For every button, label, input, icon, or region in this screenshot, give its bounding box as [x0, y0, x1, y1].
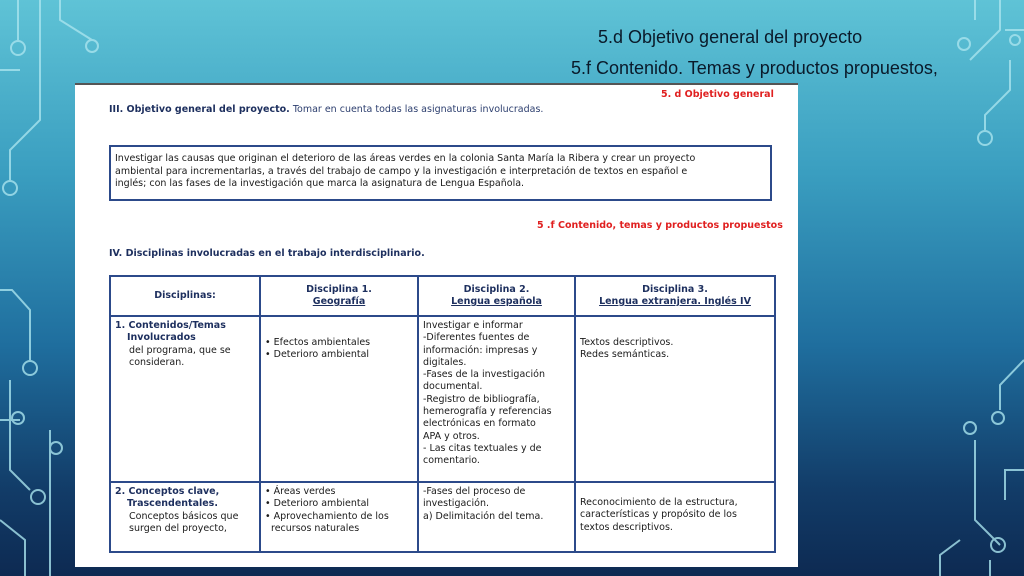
tag-objetivo: 5. d Objetivo general	[661, 89, 774, 100]
section3-title: III. Objetivo general del proyecto.	[109, 104, 290, 115]
objective-line: ambiental para incrementarlas, a través del trabajo de campo y la investigación e interpretación de textos en español e	[115, 165, 688, 177]
label-bold: Trascendentales.	[127, 498, 218, 510]
cell-line: Redes semánticas.	[580, 349, 670, 361]
slide-heading-contenido: 5.f Contenido. Temas y productos propuestos,	[571, 58, 938, 78]
table-row	[110, 482, 775, 552]
cell-lengua	[418, 482, 575, 552]
cell-line: Reconocimiento de la estructura,	[580, 497, 738, 508]
cell-line: comentario.	[423, 455, 480, 467]
cell-line: textos descriptivos.	[580, 521, 673, 533]
label-text: del programa, que se	[129, 344, 231, 356]
cell-line: -Fases de la investigación	[423, 369, 545, 381]
header-title: Disciplina 3.	[642, 283, 708, 295]
cell-line: - Las citas textuales y de	[423, 442, 542, 454]
label-text: consideran.	[129, 356, 185, 368]
header-title: Disciplina 2.	[463, 283, 530, 295]
label-text: Conceptos básicos que	[129, 510, 239, 522]
cell-line: • Deterioro ambiental	[265, 349, 370, 361]
cell-line: -Registro de bibliografía,	[423, 393, 540, 405]
cell-ingles	[575, 482, 775, 552]
cell-geografia	[260, 482, 418, 552]
cell-line: Textos descriptivos.	[580, 337, 674, 348]
label-bold: Involucrados	[127, 332, 196, 344]
table-header-row	[110, 276, 775, 316]
header-name: Lengua española	[451, 296, 542, 307]
section3-heading	[109, 104, 543, 115]
label-text: surgen del proyecto,	[129, 522, 227, 534]
document-image	[75, 83, 798, 567]
cell-line: -Fases del proceso de	[423, 486, 526, 497]
header-disciplina-3	[575, 276, 775, 316]
section4-title: IV. Disciplinas involucradas en el trabajo interdisciplinario.	[109, 248, 425, 259]
cell-line: recursos naturales	[271, 522, 360, 534]
objective-box	[109, 145, 772, 201]
objective-line: inglés; con las fases de la investigación que marca la asignatura de Lengua Española.	[115, 178, 525, 189]
header-title: Disciplina 1.	[306, 283, 372, 295]
cell-line: digitales.	[423, 356, 467, 368]
header-disciplina-2	[418, 276, 575, 316]
cell-line: APA y otros.	[423, 430, 480, 442]
cell-line: • Deterioro ambiental	[265, 498, 370, 510]
header-disciplinas: Disciplinas:	[110, 276, 260, 316]
cell-line: investigación.	[423, 498, 490, 510]
divider	[75, 83, 798, 85]
header-name: Lengua extranjera. Inglés IV	[599, 296, 751, 307]
objective-line: Investigar las causas que originan el deterioro de las áreas verdes en la colonia Santa María la Ribera y crear un proyecto	[115, 153, 696, 164]
section3-note: Tomar en cuenta todas las asignaturas involucradas.	[292, 104, 544, 115]
slide-heading-objetivo: 5.d Objetivo general del proyecto	[598, 27, 863, 47]
header-name: Geografía	[312, 296, 366, 307]
tag-contenido: 5 .f Contenido, temas y productos propuestos	[537, 220, 783, 231]
label-bold: 1. Contenidos/Temas	[115, 320, 226, 331]
cell-line: características y propósito de los	[580, 509, 737, 521]
cell-line: -Diferentes fuentes de	[423, 332, 530, 344]
cell-line: • Áreas verdes	[265, 486, 336, 497]
cell-line: • Efectos ambientales	[265, 337, 371, 348]
row-label-contenidos	[110, 316, 260, 482]
row-label-conceptos	[110, 482, 260, 552]
table-row	[110, 316, 775, 482]
header-disciplina-1	[260, 276, 418, 316]
cell-line: Investigar e informar	[423, 320, 523, 331]
cell-line: a) Delimitación del tema.	[423, 510, 544, 522]
disciplines-table	[109, 275, 776, 553]
cell-line: hemerografía y referencias	[423, 406, 552, 418]
label-bold: 2. Conceptos clave,	[115, 486, 220, 497]
cell-line: documental.	[423, 381, 483, 393]
cell-ingles	[575, 316, 775, 482]
cell-line: electrónicas en formato	[423, 418, 536, 430]
cell-line: • Aprovechamiento de los	[265, 510, 389, 522]
cell-line: información: impresas y	[423, 344, 538, 356]
cell-lengua	[418, 316, 575, 482]
cell-geografia	[260, 316, 418, 482]
section4-heading	[109, 248, 425, 259]
